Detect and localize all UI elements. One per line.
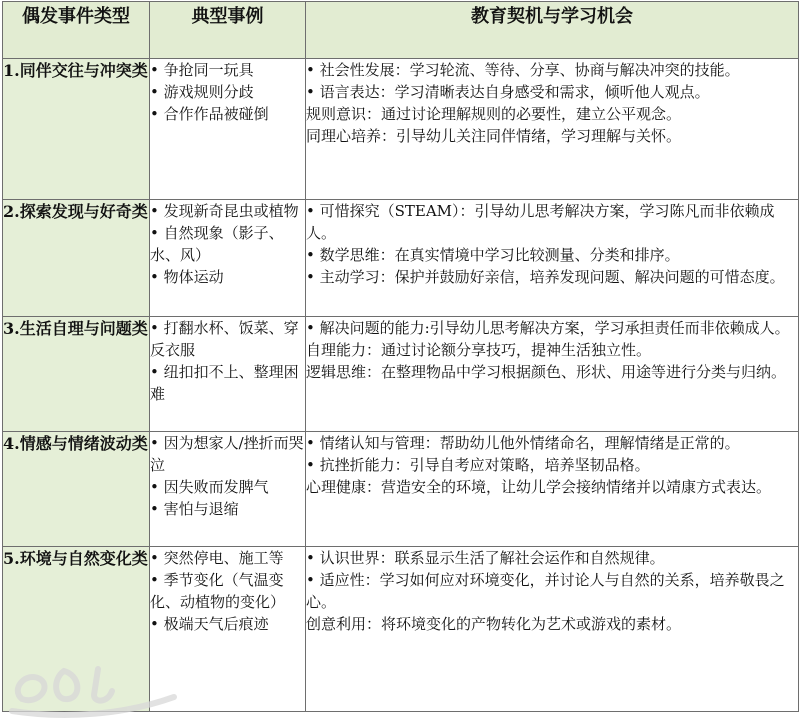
opportunity-item: 规则意识：通过讨论理解规则的必要性，建立公平观念。 bbox=[306, 105, 682, 123]
example-item: • 游戏规则分歧 bbox=[150, 83, 254, 101]
event-type-cell: 2.探索发现与好奇类 bbox=[3, 200, 150, 317]
table-row bbox=[3, 317, 799, 432]
event-type-cell: 4.情感与情绪波动类 bbox=[3, 432, 150, 547]
opportunity-item: • 抗挫折能力：引导自考应对策略，培养坚韧品格。 bbox=[306, 456, 650, 474]
table-row bbox=[3, 200, 799, 317]
opportunity-item: • 社会性发展：学习轮流、等待、分享、协商与解决冲突的技能。 bbox=[306, 61, 740, 79]
example-item: • 合作作品被碰倒 bbox=[150, 105, 269, 123]
event-type-cell: 5.环境与自然变化类 bbox=[3, 547, 150, 712]
opportunity-item: 心理健康：营造安全的环境，让幼儿学会接纳情绪并以靖康方式表达。 bbox=[306, 478, 772, 496]
opportunities-cell bbox=[306, 59, 799, 200]
example-item: • 突然停电、施工等 bbox=[150, 549, 284, 567]
example-item: • 打翻水杯、饭菜、穿反衣服 bbox=[150, 319, 299, 359]
table-row bbox=[3, 432, 799, 547]
header-opportunities: 教育契机与学习机会 bbox=[306, 2, 799, 59]
example-item: • 因为想家人/挫折而哭泣 bbox=[150, 434, 304, 474]
header-examples: 典型事例 bbox=[150, 2, 306, 59]
example-item: • 害怕与退缩 bbox=[150, 500, 239, 518]
example-item: • 因失败而发脾气 bbox=[150, 478, 269, 496]
example-item: • 争抢同一玩具 bbox=[150, 61, 254, 79]
opportunity-item: • 认识世界：联系显示生活了解社会运作和自然规律。 bbox=[306, 549, 665, 567]
opportunity-item: • 解决问题的能力:引导幼儿思考解决方案，学习承担责任而非依赖成人。 bbox=[306, 319, 790, 337]
header-row bbox=[3, 2, 799, 59]
header-event-type: 偶发事件类型 bbox=[3, 2, 150, 59]
examples-cell bbox=[150, 59, 306, 200]
opportunity-item: 自理能力：通过讨论额分享技巧，提神生活独立性。 bbox=[306, 341, 652, 359]
example-item: • 发现新奇昆虫或植物 bbox=[150, 202, 299, 220]
example-item: • 极端天气后痕迹 bbox=[150, 615, 269, 633]
example-item: • 季节变化（气温变化、动植物的变化） bbox=[150, 571, 286, 611]
opportunity-item: • 数学思维：在真实情境中学习比较测量、分类和排序。 bbox=[306, 246, 680, 264]
opportunity-item: 逻辑思维：在整理物品中学习根据颜色、形状、用途等进行分类与归纳。 bbox=[306, 363, 787, 381]
event-type-cell: 1.同伴交往与冲突类 bbox=[3, 59, 150, 200]
opportunity-item: 同理心培养：引导幼儿关注同伴情绪，学习理解与关怀。 bbox=[306, 127, 682, 145]
opportunity-item: • 主动学习：保护并鼓励好亲信，培养发现问题、解决问题的可惜态度。 bbox=[306, 268, 785, 286]
opportunities-cell bbox=[306, 317, 799, 432]
opportunity-item: • 可惜探究（STEAM）：引导幼儿思考解决方案，学习陈凡而非依赖成人。 bbox=[306, 202, 775, 242]
examples-cell bbox=[150, 317, 306, 432]
table-row bbox=[3, 59, 799, 200]
examples-cell bbox=[150, 200, 306, 317]
opportunities-cell bbox=[306, 432, 799, 547]
example-item: • 自然现象（影子、水、风） bbox=[150, 224, 284, 264]
example-item: • 纽扣扣不上、整理困难 bbox=[150, 363, 299, 403]
examples-cell bbox=[150, 432, 306, 547]
table-row bbox=[3, 547, 799, 712]
opportunity-item: 创意利用：将环境变化的产物转化为艺术或游戏的素材。 bbox=[306, 615, 682, 633]
example-item: • 物体运动 bbox=[150, 268, 224, 286]
opportunity-item: • 适应性：学习如何应对环境变化，并讨论人与自然的关系，培养敬畏之心。 bbox=[306, 571, 785, 611]
events-table bbox=[2, 1, 799, 712]
opportunities-cell bbox=[306, 200, 799, 317]
opportunity-item: • 情绪认知与管理：帮助幼儿他外情绪命名，理解情绪是正常的。 bbox=[306, 434, 740, 452]
event-type-cell: 3.生活自理与问题类 bbox=[3, 317, 150, 432]
opportunity-item: • 语言表达：学习清晰表达自身感受和需求，倾听他人观点。 bbox=[306, 83, 710, 101]
opportunities-cell bbox=[306, 547, 799, 712]
examples-cell bbox=[150, 547, 306, 712]
